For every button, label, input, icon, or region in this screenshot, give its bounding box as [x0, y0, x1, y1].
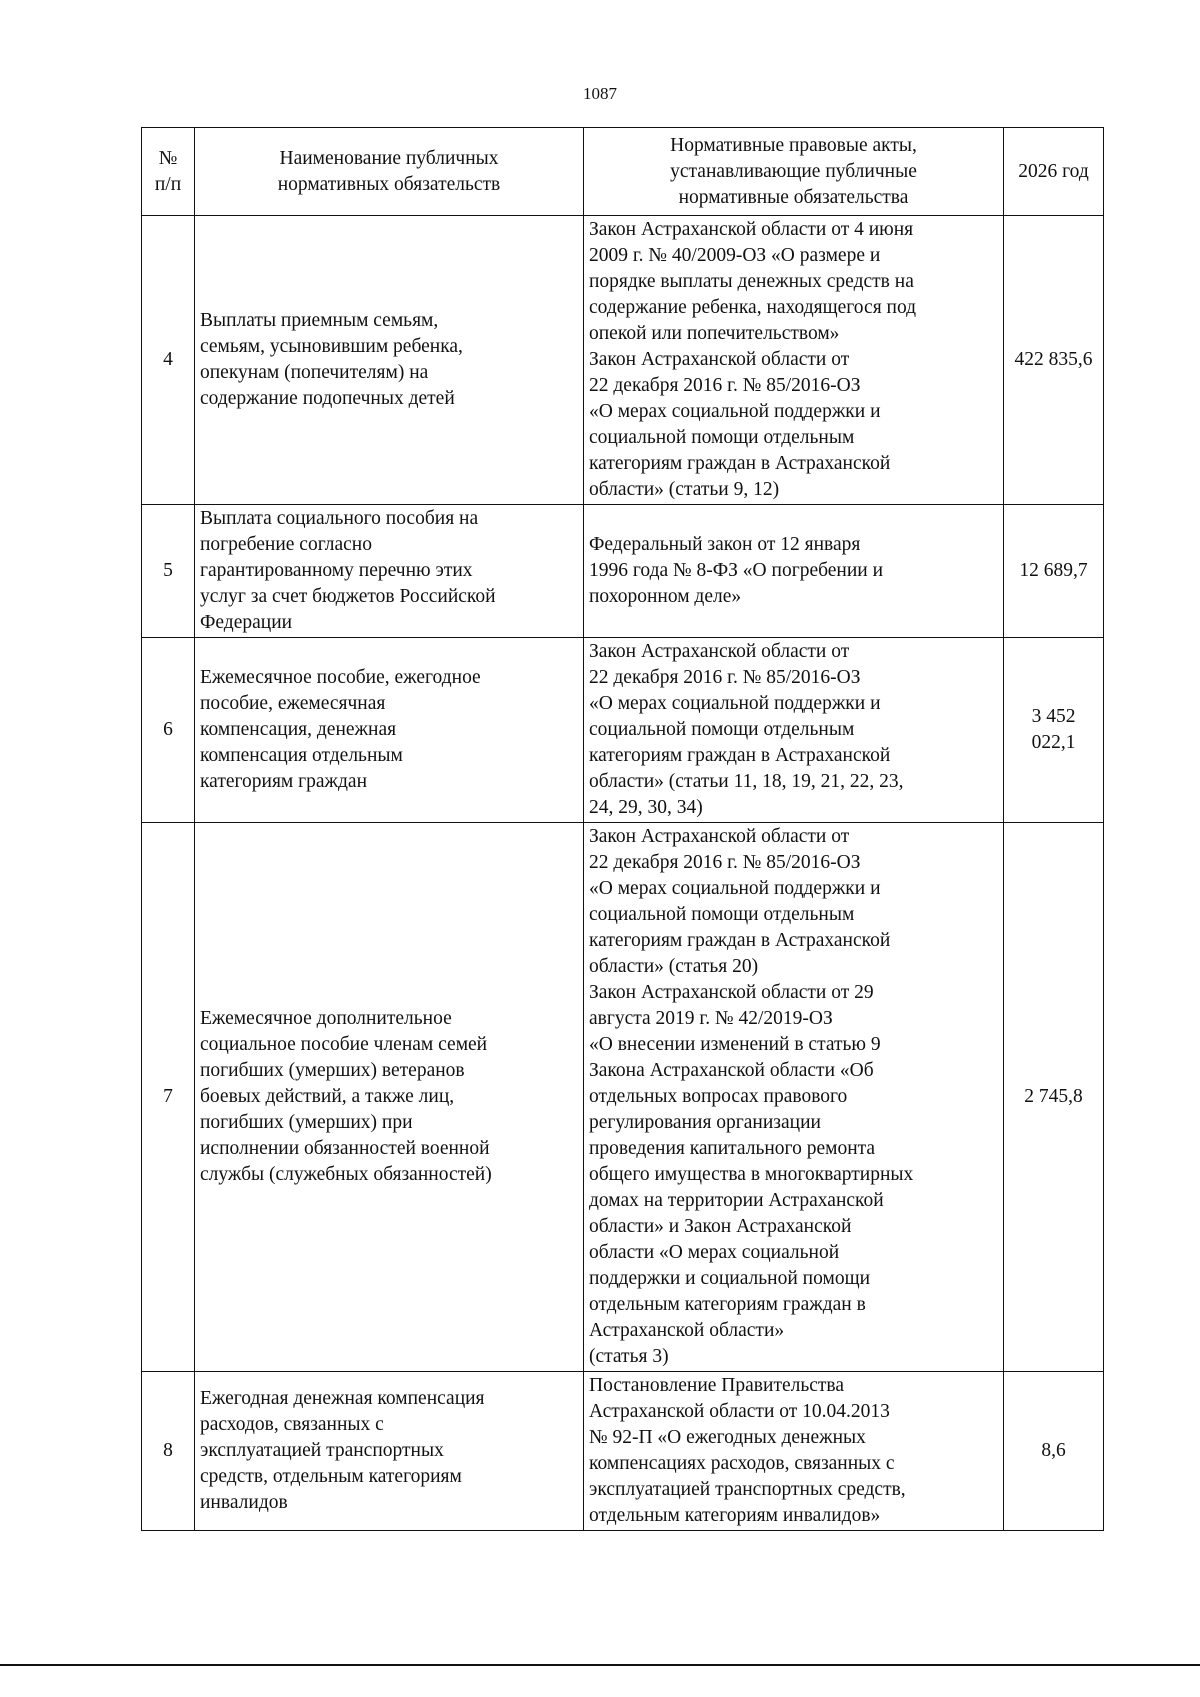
- text-line: отдельным категориям граждан в: [589, 1294, 866, 1315]
- text-line: области» (статьи 11, 18, 19, 21, 22, 23,: [589, 771, 904, 792]
- legal-acts: [584, 823, 1004, 1372]
- text-line: содержание подопечных детей: [200, 388, 455, 409]
- text-line: Закон Астраханской области от 4 июня: [589, 219, 914, 240]
- text-line: Ежегодная денежная компенсация: [200, 1388, 485, 1409]
- table-row: [142, 216, 1104, 505]
- text-line: компенсациях расходов, связанных с: [589, 1453, 895, 1474]
- text-line: (статья 3): [589, 1346, 669, 1367]
- text-line: расходов, связанных с: [200, 1414, 384, 1435]
- text-line: Ежемесячное пособие, ежегодное: [200, 667, 481, 688]
- legal-acts: [584, 1372, 1004, 1531]
- text-line: службы (служебных обязанностей): [200, 1164, 492, 1185]
- text-line: Закон Астраханской области от: [589, 349, 850, 370]
- row-number: 8: [142, 1372, 195, 1531]
- text-line: Выплаты приемным семьям,: [200, 310, 439, 331]
- text-line: области» и Закон Астраханской: [589, 1216, 852, 1237]
- amount-2026: 2 745,8: [1004, 823, 1104, 1372]
- text-line: нормативные обязательства: [678, 186, 909, 208]
- text-line: Постановление Правительства: [589, 1375, 845, 1396]
- text-line: средств, отдельным категориям: [200, 1466, 462, 1487]
- amount-2026: 12 689,7: [1004, 505, 1104, 638]
- text-line: №: [158, 147, 178, 169]
- legal-acts: [584, 216, 1004, 505]
- text-line: социальное пособие членам семей: [200, 1034, 488, 1055]
- text-line: «О мерах социальной поддержки и: [589, 878, 881, 899]
- text-line: погибших (умерших) при: [200, 1112, 413, 1133]
- text-line: эксплуатацией транспортных средств,: [589, 1479, 906, 1500]
- text-line: 22 декабря 2016 г. № 85/2016-ОЗ: [589, 852, 861, 873]
- text-line: области» (статьи 9, 12): [589, 479, 780, 500]
- text-line: погребение согласно: [200, 534, 372, 555]
- text-line: «О внесении изменений в статью 9: [589, 1034, 881, 1055]
- text-line: опекунам (попечителям) на: [200, 362, 429, 383]
- obligations-table: [141, 127, 1104, 1531]
- text-line: 24, 29, 30, 34): [589, 797, 703, 818]
- legal-acts: [584, 505, 1004, 638]
- text-line: устанавливающие публичные: [670, 160, 917, 182]
- text-line: отдельных вопросах правового: [589, 1086, 848, 1107]
- text-line: 22 декабря 2016 г. № 85/2016-ОЗ: [589, 667, 861, 688]
- text-line: Астраханской области от 10.04.2013: [589, 1401, 890, 1422]
- header-acts: [584, 128, 1004, 216]
- text-line: Федеральный закон от 12 января: [589, 534, 861, 555]
- text-line: опекой или попечительством»: [589, 323, 840, 344]
- obligation-name: [195, 823, 584, 1372]
- text-line: пособие, ежемесячная: [200, 693, 386, 714]
- text-line: социальной помощи отдельным: [589, 904, 855, 925]
- text-line: регулирования организации: [589, 1112, 821, 1133]
- text-line: компенсация, денежная: [200, 719, 397, 740]
- text-line: п/п: [154, 173, 182, 195]
- legal-acts: [584, 638, 1004, 823]
- text-line: «О мерах социальной поддержки и: [589, 693, 881, 714]
- table-row: [142, 638, 1104, 823]
- text-line: Закона Астраханской области «Об: [589, 1060, 874, 1081]
- obligation-name: [195, 505, 584, 638]
- row-number: 4: [142, 216, 195, 505]
- text-line: проведения капитального ремонта: [589, 1138, 876, 1159]
- text-line: погибших (умерших) ветеранов: [200, 1060, 465, 1081]
- table-row: [142, 1372, 1104, 1531]
- text-line: области» (статья 20): [589, 956, 759, 977]
- text-line: Нормативные правовые акты,: [670, 134, 917, 156]
- text-line: категориям граждан в Астраханской: [589, 453, 891, 474]
- text-line: социальной помощи отдельным: [589, 427, 855, 448]
- text-line: категориям граждан в Астраханской: [589, 745, 891, 766]
- amount-2026: 8,6: [1004, 1372, 1104, 1531]
- text-line: порядке выплаты денежных средств на: [589, 271, 914, 292]
- row-number: 7: [142, 823, 195, 1372]
- page-number: 1087: [583, 84, 617, 103]
- amount-2026: 422 835,6: [1004, 216, 1104, 505]
- text-line: отдельным категориям инвалидов»: [589, 1505, 881, 1526]
- header-year: [1004, 128, 1104, 216]
- text-line: компенсация отдельным: [200, 745, 403, 766]
- amount-2026: 3 452 022,1: [1004, 638, 1104, 823]
- text-line: Закон Астраханской области от 29: [589, 982, 874, 1003]
- text-line: Астраханской области»: [589, 1320, 785, 1341]
- table-row: [142, 505, 1104, 638]
- text-line: домах на территории Астраханской: [589, 1190, 884, 1211]
- text-line: нормативных обязательств: [277, 173, 501, 195]
- text-line: августа 2019 г. № 42/2019-ОЗ: [589, 1008, 833, 1029]
- text-line: Закон Астраханской области от: [589, 826, 850, 847]
- table-header-row: [142, 128, 1104, 216]
- obligation-name: [195, 638, 584, 823]
- text-line: боевых действий, а также лиц,: [200, 1086, 455, 1107]
- row-number: 6: [142, 638, 195, 823]
- text-line: гарантированному перечню этих: [200, 560, 473, 581]
- text-line: социальной помощи отдельным: [589, 719, 855, 740]
- text-line: области «О мерах социальной: [589, 1242, 840, 1263]
- text-line: категориям граждан в Астраханской: [589, 930, 891, 951]
- text-line: Наименование публичных: [279, 147, 499, 169]
- text-line: исполнении обязанностей военной: [200, 1138, 490, 1159]
- text-line: общего имущества в многоквартирных: [589, 1164, 914, 1185]
- text-line: эксплуатацией транспортных: [200, 1440, 444, 1461]
- text-line: 22 декабря 2016 г. № 85/2016-ОЗ: [589, 375, 861, 396]
- text-line: Выплата социального пособия на: [200, 508, 479, 529]
- text-line: 2026 год: [1018, 160, 1089, 182]
- text-line: поддержки и социальной помощи: [589, 1268, 871, 1289]
- obligation-name: [195, 216, 584, 505]
- text-line: 2009 г. № 40/2009-ОЗ «О размере и: [589, 245, 881, 266]
- header-name: [195, 128, 584, 216]
- header-num: [142, 128, 195, 216]
- text-line: Закон Астраханской области от: [589, 641, 850, 662]
- bottom-rule: [0, 1664, 1200, 1666]
- text-line: Ежемесячное дополнительное: [200, 1008, 452, 1029]
- row-number: 5: [142, 505, 195, 638]
- text-line: Федерации: [200, 612, 293, 633]
- obligation-name: [195, 1372, 584, 1531]
- table-row: [142, 823, 1104, 1372]
- text-line: инвалидов: [200, 1492, 288, 1513]
- text-line: 1996 года № 8-ФЗ «О погребении и: [589, 560, 884, 581]
- text-line: услуг за счет бюджетов Российской: [200, 586, 496, 607]
- text-line: похоронном деле»: [589, 586, 742, 607]
- text-line: № 92-П «О ежегодных денежных: [589, 1427, 866, 1448]
- text-line: «О мерах социальной поддержки и: [589, 401, 881, 422]
- text-line: категориям граждан: [200, 771, 368, 792]
- text-line: содержание ребенка, находящегося под: [589, 297, 917, 318]
- text-line: семьям, усыновившим ребенка,: [200, 336, 463, 357]
